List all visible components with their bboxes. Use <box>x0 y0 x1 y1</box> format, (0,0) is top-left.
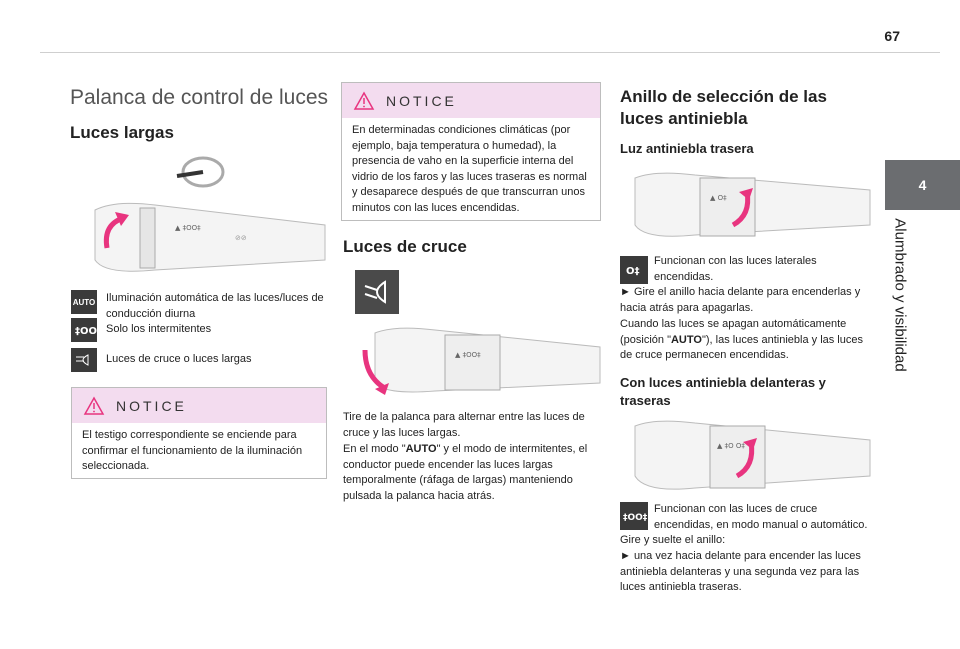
notice-title: NOTICE <box>116 397 187 414</box>
svg-text:‡OO‡: ‡OO‡ <box>75 326 103 337</box>
notice-header <box>72 388 326 423</box>
notice-header <box>342 83 600 118</box>
svg-text:‡OO‡: ‡OO‡ <box>623 513 648 523</box>
section-title: Palanca de control de luces <box>70 86 328 109</box>
svg-text:▲ ‡OO‡: ▲ ‡OO‡ <box>175 224 201 232</box>
svg-text:▲ O‡: ▲ O‡ <box>710 194 727 202</box>
low-beam-para-2: En el modo "AUTO" y el modo de intermitentes, el conductor puede encender las luces largas temporalmente (ráfaga de largas) manteniendo pulsada la palanca hacia atrás. <box>343 443 588 502</box>
svg-text:▲ ‡O O‡: ▲ ‡O O‡ <box>717 442 745 450</box>
rear-fog-ring-illustration <box>625 170 870 240</box>
light-stalk-illustration <box>85 200 325 275</box>
side-lights-icon <box>71 318 103 342</box>
headlight-icon <box>71 348 97 372</box>
item-side-lights-text: Solo los intermitentes <box>106 323 212 335</box>
rear-fog-text: Funcionan con las luces laterales encendidas. <box>654 255 817 283</box>
notice-text: El testigo correspondiente se enciende para confirmar el funcionamiento de la iluminación seleccionada. <box>82 429 303 473</box>
chapter-tab-number[interactable]: 4 <box>885 160 960 210</box>
rear-fog-para: Cuando las luces se apagan automáticamente (posición "AUTO"), las luces antiniebla y las luces de cruce permanecen encendidas. <box>620 318 863 362</box>
svg-text:⊘⊘: ⊘⊘ <box>235 234 247 242</box>
front-rear-fog-text: Funcionan con las luces de cruce encendidas, en modo manual o automático. <box>654 503 868 531</box>
chapter-tab-label: Alumbrado y visibilidad <box>891 218 909 372</box>
steering-wheel-icon <box>175 152 225 197</box>
svg-text:▲ ‡OO‡: ▲ ‡OO‡ <box>455 351 481 359</box>
section-title: Anillo de selección de las luces antiniebla <box>620 87 827 128</box>
low-beam-para-1: Tire de la palanca para alternar entre las luces de cruce y las luces largas. <box>343 411 585 439</box>
front-rear-fog-bullet: ► una vez hacia delante para encender las luces antiniebla delanteras y una segunda vez para las luces antiniebla traseras. <box>620 550 861 594</box>
item-headlight-text: Luces de cruce o luces largas <box>106 353 252 365</box>
notice-title: NOTICE <box>386 92 457 109</box>
page-number: 67 <box>884 28 900 44</box>
front-rear-fog-icon <box>620 502 648 530</box>
item-auto-text: Iluminación automática de las luces/luces de conducción diurna <box>106 292 324 320</box>
low-beam-stalk-illustration <box>355 325 600 395</box>
low-beam-icon <box>355 270 399 314</box>
subsection-title: Luces largas <box>70 123 174 142</box>
svg-text:O‡: O‡ <box>626 266 640 277</box>
subsection-title: Con luces antiniebla delanteras y traseras <box>620 375 826 408</box>
front-rear-fog-para: Gire y suelte el anillo: <box>620 534 726 546</box>
notice-box-1 <box>71 387 327 479</box>
subsection-title: Luz antiniebla trasera <box>620 141 754 156</box>
warning-icon <box>354 92 374 110</box>
notice-text: En determinadas condiciones climáticas (por ejemplo, baja temperatura o humedad), la presencia de vaho en la superficie interna del vidrio de los faros y las luces traseras es normal y desaparece después de que transcurran unos minutos con las luces encendidas. <box>352 124 587 214</box>
warning-icon <box>84 397 104 415</box>
front-rear-fog-ring-illustration <box>625 418 870 493</box>
subsection-title: Luces de cruce <box>343 237 467 256</box>
notice-box-2 <box>341 82 601 221</box>
rear-fog-bullet: ► Gire el anillo hacia delante para encenderlas y hacia atrás para apagarlas. <box>620 286 861 314</box>
header-rule <box>40 52 940 53</box>
auto-icon: AUTO <box>71 290 97 314</box>
rear-fog-icon <box>620 256 648 284</box>
